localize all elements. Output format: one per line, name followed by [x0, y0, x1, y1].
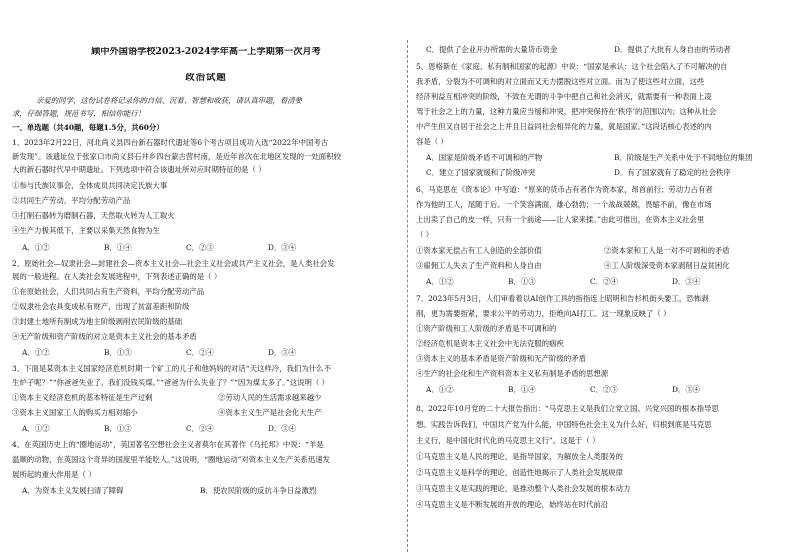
intro-line: 求，仔细答题，规范书写，相信你能行！: [12, 109, 146, 118]
question-text: 3、下面是某资本主义国家经济危机时期一个矿工的儿子和他妈妈的对话“天这样冷，我们为什么不: [12, 364, 331, 373]
statement: ④工人阶级深受资本家剥削日益贫困化: [604, 261, 730, 270]
statement: ②资本家和工人是一对不可调和的矛盾: [604, 246, 730, 255]
question-text: 上出卖了自己的皮一样，只有一个前途——让人家来揉。”由此可推出，在资本主义社会里: [416, 215, 705, 224]
option-d[interactable]: D．③④: [268, 348, 297, 357]
answer-options: [426, 385, 754, 396]
option-a[interactable]: A．①②: [22, 243, 50, 252]
question-text: 经济利益互相冲突的阶级，不致在无谓的斗争中把自己和社会消灭，就需要有一种表面上凌: [416, 92, 712, 101]
answer-options: [22, 486, 378, 497]
statement: ①在原始社会，人们共同占有生产资料，平均分配劳动产品: [12, 287, 205, 296]
option-a[interactable]: A．①②: [22, 424, 50, 433]
question-text: 作为他的工人，尾随于后。一个笑容满面，雄心勃勃；一个战战兢兢，畏缩不前，像在市场: [416, 200, 712, 209]
answer-options: [426, 153, 794, 164]
statement: ②劳动人民的生活需求越来越少: [218, 393, 322, 402]
question-text: 生炉子呢？”“你爸爸失业了，我们没钱买煤。”“爸爸为什么失业了？”“因为煤太多了。”这说明（ ）: [12, 378, 330, 387]
question-text: 中产生但又自居于社会之上并且日益同社会相异化的力量，就是国家。”这段话核心表述的内: [416, 122, 712, 131]
option-b[interactable]: B．①③: [508, 277, 536, 286]
question-text: 新发现”。该遗址位于张家口市尚义县石井乡四台蒙古营村南，是近年首次在北地区发现的一处面积较: [12, 152, 341, 161]
statement: ④生产力极其低下，主要以采集天然食物为生: [12, 226, 160, 235]
statement-row: [416, 261, 792, 272]
option-a[interactable]: A．为资本主义发展扫清了障碍: [22, 486, 124, 495]
answer-options: [22, 348, 350, 359]
option-b[interactable]: B．①③: [104, 348, 132, 357]
option-c[interactable]: C．②③: [590, 385, 618, 394]
statement: ③雇佣工人失去了生产资料和人身自由: [416, 261, 542, 270]
option-c[interactable]: C．②④: [590, 277, 618, 286]
option-d[interactable]: D．③④: [672, 385, 701, 394]
statement: ③马克思主义是实践的理论，是推动整个人类社会发展的根本动力: [416, 484, 631, 493]
option-b[interactable]: B．阶级是生产关系中处于不同地位的集团: [614, 153, 753, 162]
section-heading: 一、单选题（共40题，每题1.5分，共60分）: [12, 123, 164, 132]
statement: ②奴隶社会农具变成私有财产，出现了贫富差距和阶级: [12, 302, 190, 311]
question-text: 削，更为需要指紧，要求公平的劳动力，拒绝向AI打工。这一现象反映了（ ）: [416, 309, 671, 318]
option-d[interactable]: D．有了国家就有了稳定的社会秩序: [614, 168, 731, 177]
option-d[interactable]: D．提供了大批有人身自由的劳动者: [614, 45, 731, 54]
option-b[interactable]: B．①③: [104, 424, 132, 433]
statement: ①马克思主义是人民的理论，是指导国家，为解放全人类服务的: [416, 452, 623, 461]
statement: ①资产阶级和工人阶级的矛盾是不可调和的: [416, 324, 557, 333]
question-text: 大的新石器时代早中期遗址。下列选项中符合该遗址所对应时期特征的是（ ）: [12, 165, 266, 174]
option-d[interactable]: D．③④: [268, 424, 297, 433]
option-a[interactable]: A．①②: [426, 385, 454, 394]
question-text: 展所起的重大作用是（ ）: [12, 470, 96, 479]
column-divider: [407, 40, 408, 552]
question-text: 1、2023年2月22日，河北尚义县四台新石器时代遗址等6个考古项目成功入选“2022年中国考古: [12, 138, 329, 147]
answer-options: [426, 168, 794, 179]
option-d[interactable]: D．③④: [268, 243, 297, 252]
answer-options: [426, 277, 754, 288]
option-a[interactable]: A．国家是阶级矛盾不可调和的产物: [426, 153, 543, 162]
statement: ③资本主义的基本矛盾是资产阶级和无产阶级的矛盾: [416, 354, 586, 363]
intro-line: 亲爱的同学，这份试卷将记录你的自信、沉着、智慧和收获，请认真审题，看清要: [36, 96, 303, 105]
question-text: 想。实践告诉我们，中国共产党为什么能，中国特色社会主义为什么好，归根到底是马克思: [416, 420, 712, 429]
question-text: 8、2022年10月党的二十大报告指出：“马克思主义是我们立党立国、兴党兴国的根本指导思: [416, 404, 719, 413]
statement: ④无产阶级和资产阶级的对立是资本主义社会的基本矛盾: [12, 332, 197, 341]
answer-options: [426, 45, 794, 56]
question-text: 7、2023年5月3日，人们审看着以AI创作工具的指指连上昭明和告杉机街头要工，恐怖剥: [416, 294, 709, 303]
option-c[interactable]: C．建立了国家就缓和了阶级冲突: [426, 168, 536, 177]
option-b[interactable]: B．①④: [508, 385, 536, 394]
option-b[interactable]: B．①④: [104, 243, 132, 252]
statement: ③打制石器转为磨制石器，天然取火转为人工取火: [12, 211, 175, 220]
exam-title: 顾中外国语学校2023-2024学年高一上学期第一次月考: [91, 47, 321, 57]
question-text: 温顺的动物，在英国这个奇异的国度里羊能吃人。”这说明，“圈地运动”对资本主义生产关系迅速发: [12, 455, 331, 464]
statement: ②马克思主义是科学的理论，创造性地揭示了人类社会发展规律: [416, 468, 623, 477]
statement-row: [416, 246, 792, 257]
question-text: 我矛盾，分裂为不可调和的对立面而又无力摆脱这些对立面。而为了使这些对立面，这些: [416, 77, 705, 86]
statement: ②经济危机是资本主义社会中无法克服的痼疾: [416, 339, 564, 348]
question-text: 主义行，是中国化时代化的马克思主义行”。这是于（ ）: [416, 436, 600, 445]
option-b[interactable]: B．使农民阶级的反抗斗争日益激烈: [200, 486, 317, 495]
option-a[interactable]: A．①②: [426, 277, 454, 286]
option-c[interactable]: C．提供了企业开办所需的大量货币资金: [426, 45, 558, 54]
statement: ①资本家无偿占有工人创造的全部价值: [416, 246, 542, 255]
statement: ④生产的社会化和生产资料资本主义私有制是矛盾的思想源: [416, 369, 609, 378]
question-text: 2、原始社会—奴隶社会—封建社会—资本主义社会—社会主义社会或共产主义社会，是人类社会发: [12, 259, 335, 268]
answer-options: [22, 243, 350, 254]
question-text: 容是（ ）: [416, 137, 448, 146]
statement: ④资本主义生产是社会化大生产: [218, 408, 322, 417]
statement: ①资本主义经济危机的基本特征是生产过剩: [12, 393, 153, 402]
option-a[interactable]: A．①②: [22, 348, 50, 357]
question-text: 4、在英国历史上的“圈地运动”，英国著名空想社会主义者莫尔在其著作《乌托邦》中说：“羊是: [12, 440, 324, 449]
statement: ③封建土地所有制成为地主阶级剥削农民阶级的基础: [12, 317, 182, 326]
question-text: 5、恩格斯在《家庭、私有制和国家的起源》中说：“国家是承认：这个社会陷入了不可解决的自: [416, 62, 728, 71]
option-d[interactable]: D．③④: [672, 277, 701, 286]
option-c[interactable]: C．②④: [186, 424, 214, 433]
option-c[interactable]: C．②③: [186, 243, 214, 252]
question-text: 驾于社会之上的力量，这种力量应当缓和冲突，把冲突保持在‘秩序’的范围以内；这种从社会: [416, 107, 717, 116]
statement: ③资本主义国家工人的购买力相对缩小: [12, 408, 138, 417]
statement: ①参与氏族议事会，全体成员共同决定氏族大事: [12, 181, 168, 190]
question-text: 6、马克思在《资本论》中写道：“原来的货币占有者作为资本家，昂首前行；劳动力占有者: [416, 185, 713, 194]
answer-options: [22, 424, 350, 435]
option-c[interactable]: C．②④: [186, 348, 214, 357]
question-text: 展的一般进程。在人类社会发展进程中，下列表述正确的是（ ）: [12, 272, 222, 281]
statement: ②共同生产劳动、平均分配劳动产品: [12, 196, 131, 205]
question-text: （ ）: [416, 230, 434, 239]
subject-title: 政治试题: [185, 73, 227, 83]
statement: ④马克思主义是不断发展的开放的理论，始终站在时代前沿: [416, 500, 609, 509]
